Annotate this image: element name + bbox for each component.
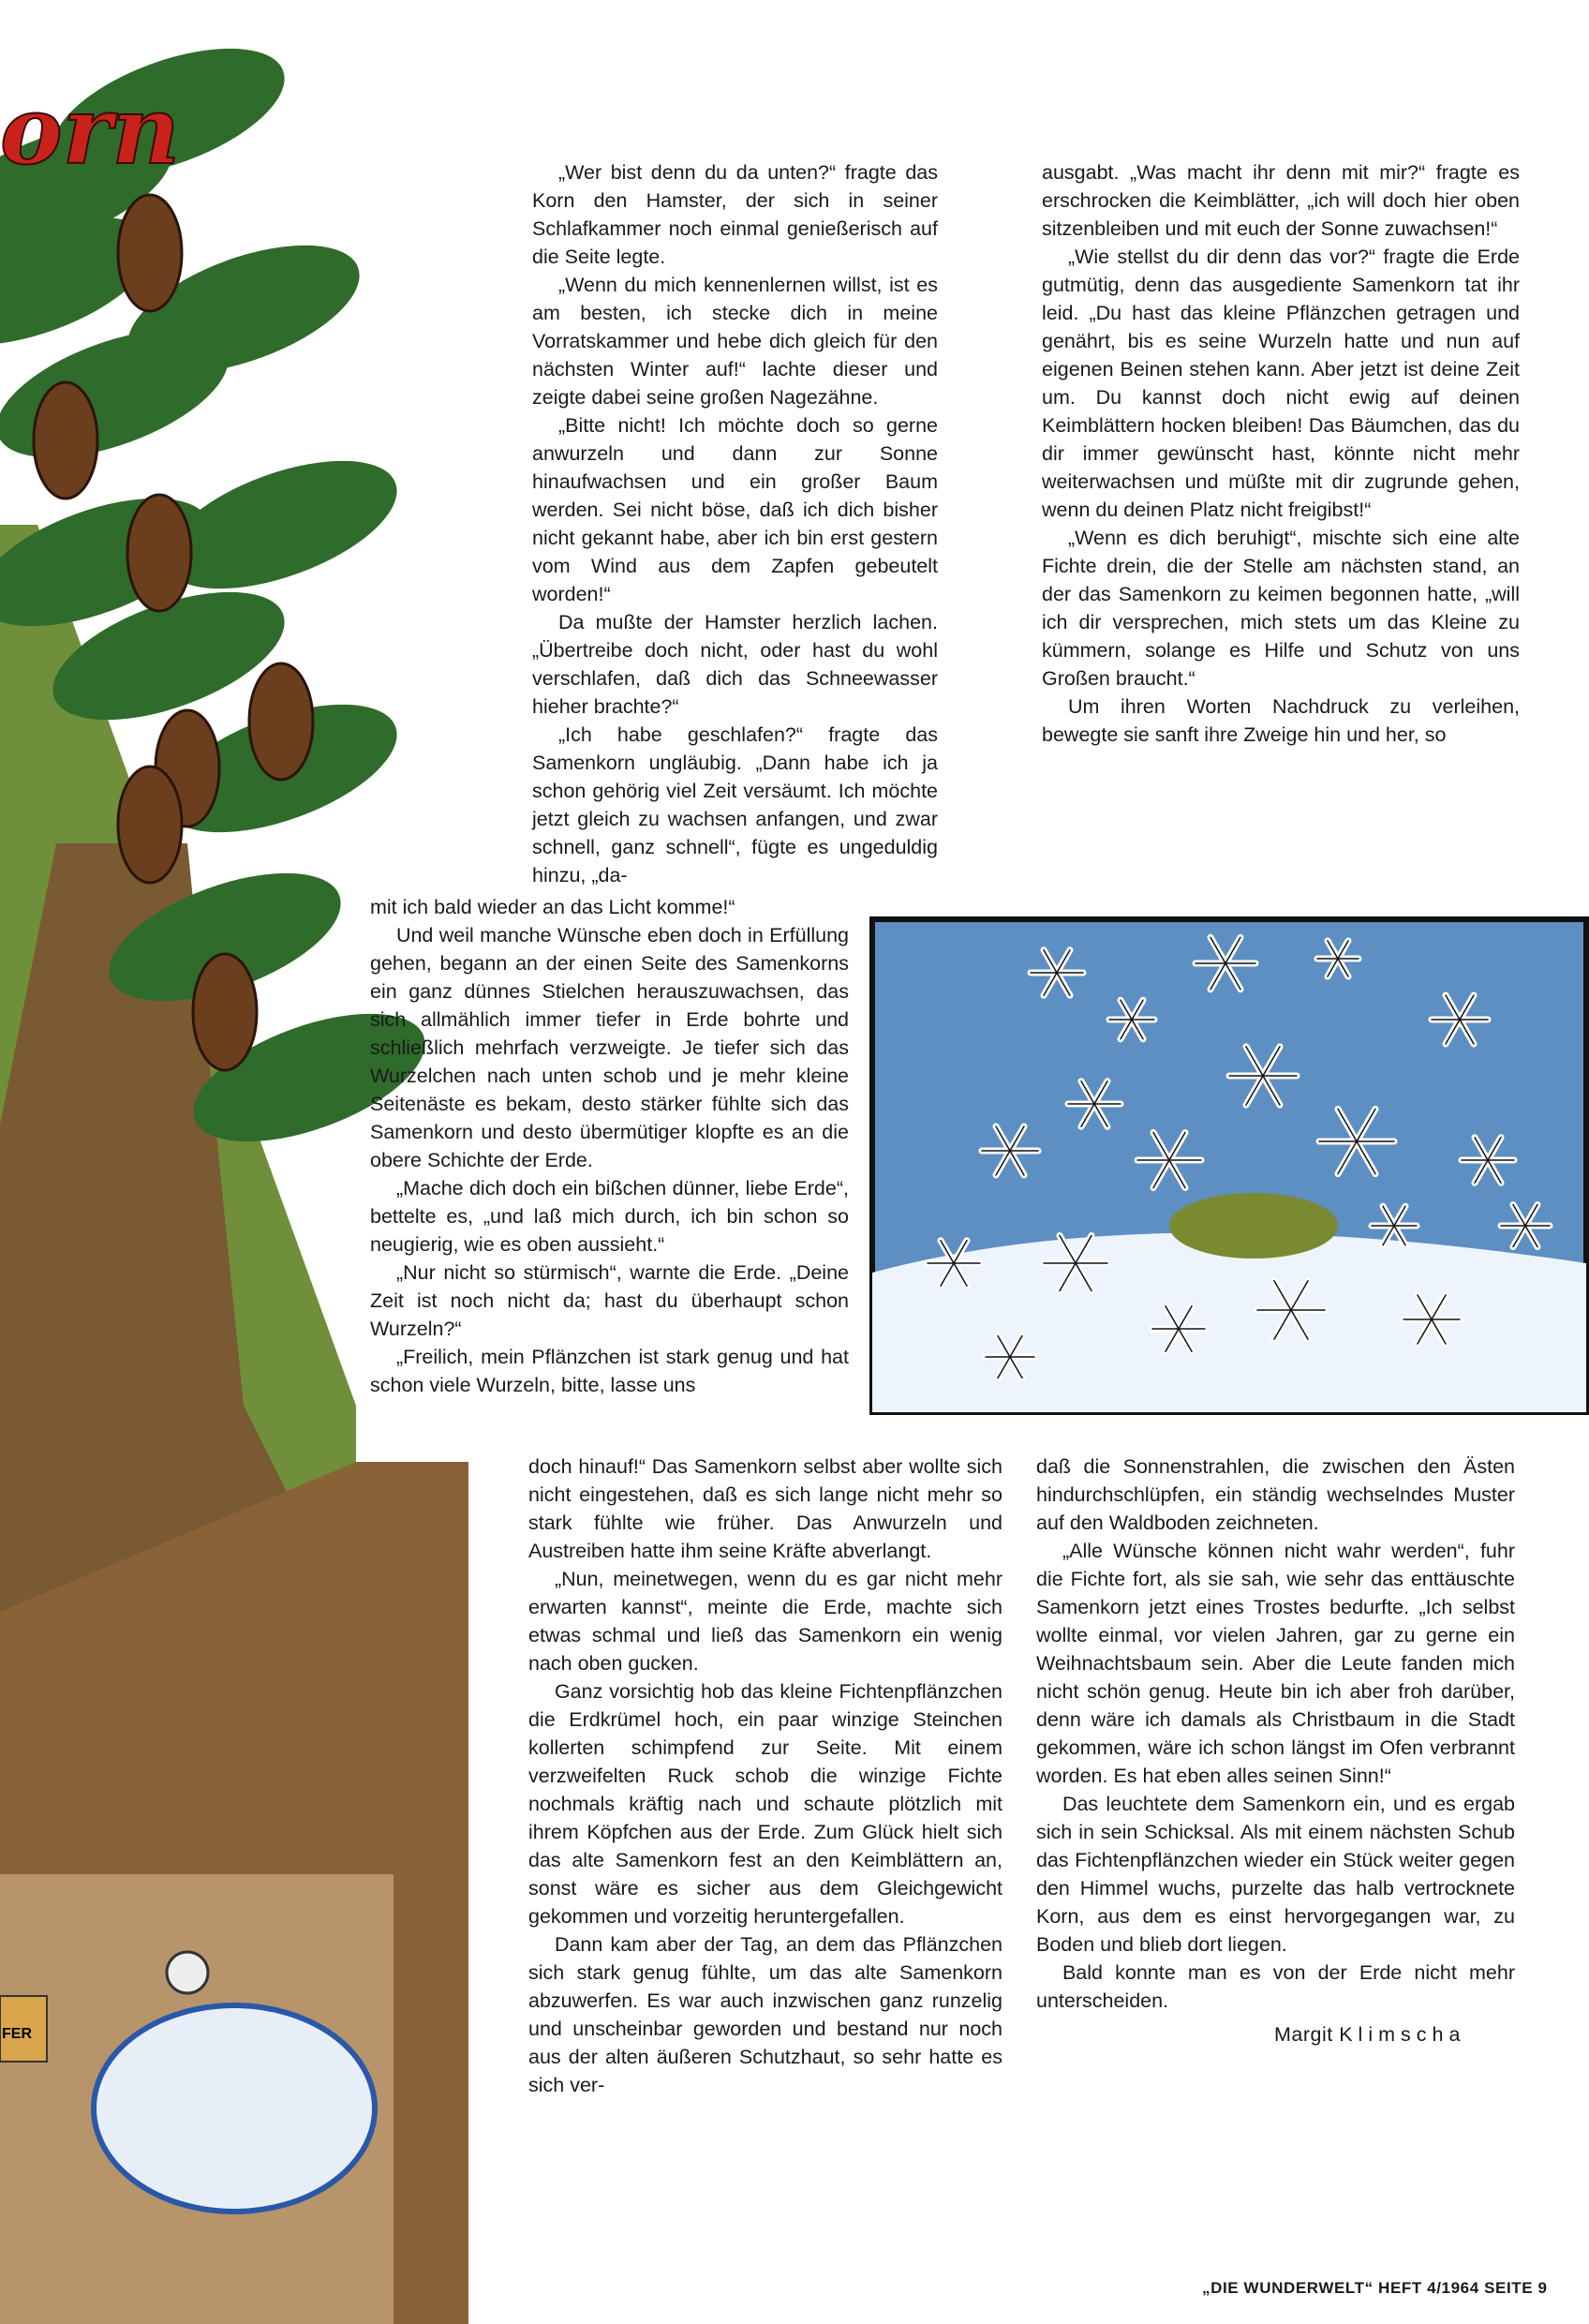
paragraph: „Wenn du mich kennenlernen willst, ist es am besten, ich stecke dich in meine Vorratskammer und hebe dich gleich für den nächsten Winter auf!“ lachte dieser und zeigte dabei seine großen Nagezähne. xyxy=(532,274,938,409)
paragraph: doch hinauf!“ Das Samenkorn selbst aber wollte sich nicht eingestehen, daß es sich lange nicht mehr so stark fühlte wie früher. Das Anwurzeln und Austreiben hatte ihm seine Kräfte abverlangt. xyxy=(528,1455,1002,1562)
fir-cone xyxy=(193,954,257,1070)
paragraph: „Nun, meinetwegen, wenn du es gar nicht mehr erwarten kannst“, meinte die Erde, machte sich etwas schmal und ließ das Samenkorn ein wenig nach oben gucken. xyxy=(528,1568,1002,1675)
paragraph: „Bitte nicht! Ich möchte doch so gerne anwurzeln und dann zur Sonne hinaufwachsen und ein großer Baum werden. Sei nicht böse, daß ich dich bisher nicht gekannt habe, aber ich bin erst gestern vom Wind aus dem Zapfen gebeutelt worden!“ xyxy=(532,414,938,605)
column-1-middle xyxy=(370,893,849,1399)
snow-ground xyxy=(872,1232,1586,1412)
column-1-bottom xyxy=(528,1452,1002,2099)
column-1-top xyxy=(532,158,938,889)
column-2-top xyxy=(1042,158,1520,749)
paragraph: Bald konnte man es von der Erde nicht mehr unterscheiden. xyxy=(1036,1961,1515,2012)
snowflake-illustration xyxy=(869,916,1589,1415)
fir-cone xyxy=(127,495,191,611)
paragraph: „Alle Wünsche können nicht wahr werden“, fuhr die Fichte fort, als sie sah, wie sehr das enttäuschte Samenkorn jetzt eines Trostes bedurfte. „Ich selbst wollte einmal, vor vielen Jahren, gar zu gerne ein Weihnachtsbaum sein. Aber die Leute fanden mich nicht schön genug. Heute bin ich aber froh darüber, denn wäre ich damals als Christbaum in die Stadt gekommen, wäre ich schon längst im Ofen verbrannt worden. Es hat eben alles seinen Sinn!“ xyxy=(1036,1540,1515,1787)
paragraph: Ganz vorsichtig hob das kleine Fichtenpflänzchen die Erdkrümel hoch, ein paar winzige Steinchen kollerten schimpfend zur Seite. Mit einem verzweifelten Ruck schob die winzige Fichte nochmals kräftig nach und schaute plötzlich mit ihrem Köpfchen aus der Erde. Zum Glück hielt sich das alte Samenkorn fest an den Keimblättern an, sonst wäre es sicher aus dem Gleichgewicht gekommen und vorzeitig heruntergefallen. xyxy=(528,1680,1002,1928)
paragraph: „Nur nicht so stürmisch“, warnte die Erde. „Deine Zeit ist noch nicht da; hast du überhaupt schon Wurzeln?“ xyxy=(370,1261,849,1340)
paragraph: „Wer bist denn du da unten?“ fragte das Korn den Hamster, der sich in seiner Schlafkammer noch einmal genießerisch auf die Seite legte. xyxy=(532,161,938,268)
paragraph: „Wenn es dich beruhigt“, mischte sich eine alte Fichte drein, die der Stelle am nächsten stand, an der das Samenkorn zu keimen begonnen hatte, „will ich dir versprechen, mich stets um das Kleine zu kümmern, solange es Hilfe und Schutz von uns Großen braucht.“ xyxy=(1042,527,1520,690)
page-footer: „DIE WUNDERWELT“ HEFT 4/1964 SEITE 9 xyxy=(1202,2279,1548,2297)
paragraph: Dann kam aber der Tag, an dem das Pflänzchen sich stark genug fühlte, um das alte Samenkorn abzuwerfen. Es war auch inzwischen ganz runzelig und unscheinbar geworden und bestand nur noch aus der alten äußeren Schutzhaut, so sehr hatte es sich ver- xyxy=(528,1933,1002,2096)
paragraph: daß die Sonnenstrahlen, die zwischen den Ästen hindurchschlüpfen, ein ständig wechselndes Muster auf den Waldboden zeichneten. xyxy=(1036,1455,1515,1534)
author-last-name: Klimscha xyxy=(1339,2023,1466,2046)
paragraph: „Wie stellst du dir denn das vor?“ fragte die Erde gutmütig, denn das ausgediente Samenkorn tat ihr leid. „Du hast das kleine Pflänzchen getragen und genährt, bis es seine Wurzeln hatte und nun auf eigenen Beinen stehen kann. Aber jetzt ist deine Zeit um. Du kannst doch nicht ewig auf deinen Keimblättern hocken bleiben! Das Bäumchen, das du dir immer gewünscht hast, könnte nicht mehr weiterwachsen und müßte mit dir zugrunde gehen, wenn du deinen Platz nicht freigibst!“ xyxy=(1042,246,1520,521)
column-2-bottom xyxy=(1036,1452,1515,2015)
fir-cone xyxy=(249,663,313,780)
fir-cone xyxy=(118,195,182,311)
author-first-name: Margit xyxy=(1274,2023,1333,2046)
author-signature xyxy=(1274,2020,1465,2048)
paragraph: Das leuchtete dem Samenkorn ein, und es ergab sich in sein Schicksal. Als mit einem nächsten Schub das Fichtenpflänzchen wieder ein Stück weiter gegen den Himmel wuchs, purzelte das halb vertrocknete Korn, aus dem es einst hervorgegangen war, zu Boden und blieb dort liegen. xyxy=(1036,1793,1515,1956)
paragraph: „Ich habe geschlafen?“ fragte das Samenkorn ungläubig. „Dann habe ich ja schon gehörig viel Zeit versäumt. Ich möchte jetzt gleich zu wachsen anfangen, und zwar schnell, ganz schnell“, fügte es ungeduldig hinzu, „da- xyxy=(532,723,938,886)
paragraph: „Mache dich doch ein bißchen dünner, liebe Erde“, bettelte es, „und laß mich durch, ich bin schon so neugierig, wie es oben aussieht.“ xyxy=(370,1177,849,1256)
story-title-fragment: orn xyxy=(0,75,181,186)
paragraph: Um ihren Worten Nachdruck zu verleihen, bewegte sie sanft ihre Zweige hin und her, so xyxy=(1042,695,1520,746)
paragraph: ausgabt. „Was macht ihr denn mit mir?“ fragte es erschrocken die Keimblätter, „ich will doch hier oben sitzenbleiben und mit euch der Sonne zuwachsen!“ xyxy=(1042,161,1520,240)
paragraph: mit ich bald wieder an das Licht komme!“ xyxy=(370,896,735,918)
paragraph: Und weil manche Wünsche eben doch in Erfüllung gehen, begann an der einen Seite des Samenkorns ein ganz dünnes Stielchen herauszuwachsen, das sich allmählich immer tiefer in Erde bohrte und schließlich mehrfach verzweigte. Je tiefer sich das Wurzelchen nach unten schob und je mehr kleine Seitenäste es bekam, desto stärker fühlte sich das Samenkorn und desto übermütiger klopfte es an die obere Schichte der Erde. xyxy=(370,924,849,1171)
fir-cone xyxy=(34,382,97,499)
fir-cone xyxy=(118,767,182,883)
paragraph: „Freilich, mein Pflänzchen ist stark genug und hat schon viele Wurzeln, bitte, lasse uns xyxy=(370,1346,849,1396)
paragraph: Da mußte der Hamster herzlich lachen. „Übertreibe doch nicht, oder hast du wohl verschlafen, daß dich das Schneewasser hieher brachte?“ xyxy=(532,611,938,718)
alarm-clock-icon xyxy=(167,1952,208,1993)
hamster-blanket xyxy=(94,2005,375,2212)
seed-child-figure xyxy=(1169,1193,1338,1259)
jar-label: FER xyxy=(2,2026,32,2042)
